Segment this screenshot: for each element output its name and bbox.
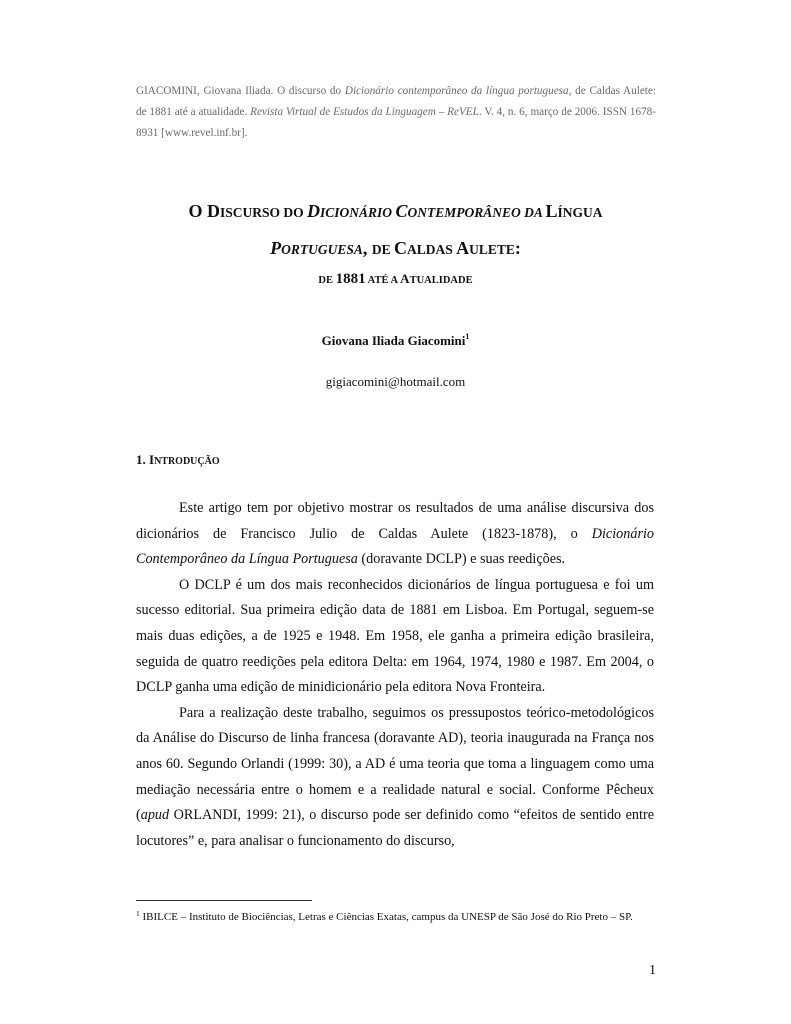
section-number: 1. <box>136 452 149 467</box>
citation-header <box>136 81 656 144</box>
paragraph-2: O DCLP é um dos mais reconhecidos dicionários de língua portuguesa e foi um sucesso editorial. Sua primeira edição data de 1881 em Lisboa. Em Portugal, seguem-se mais duas edições, a de 1925 e 1948. Em 1958, ele ganha a primeira edição brasileira, seguida de quatro reedições pela editora Delta: em 1964, 1974, 1980 e 1987. Em 2004, o DCLP ganha uma edição de minidicionário pela editora Nova Fronteira. <box>136 576 654 696</box>
subtitle-year: 1881 <box>335 271 366 287</box>
paragraph-1 <box>136 496 654 573</box>
title-punct: , <box>362 238 372 258</box>
paragraph-text: Este artigo tem por objetivo mostrar os resultados de uma análise discursiva dos dicionários de Francisco Julio de Caldas Aulete (1823-1878), o <box>136 500 654 542</box>
footnote-text: IBILCE – Instituto de Biociências, Letras e Ciências Exatas, campus da UNESP de São José do Rio Preto – SP. <box>139 911 633 923</box>
citation-text: O discurso do <box>273 85 345 97</box>
footnote-mark: 1 <box>136 909 140 918</box>
section-smallcaps: NTRODUÇÃO <box>154 456 220 467</box>
title-cap: A <box>456 238 470 258</box>
title-cap: C <box>393 238 407 258</box>
author-email: gigiacomini@hotmail.com <box>325 374 466 389</box>
title-smallcaps: ICIONÁRIO <box>320 205 396 220</box>
paragraph-text: (doravante DCLP) e suas reedições. <box>357 551 566 568</box>
title-smallcaps: ORTUGUESA <box>281 242 363 257</box>
subtitle-smallcaps: DE <box>318 275 336 286</box>
title-smallcaps: ULETE <box>469 242 515 257</box>
section-heading <box>136 451 220 471</box>
citation-text: , de Caldas Aulete: de 1881 até a atualidade. <box>136 85 656 118</box>
body-text <box>136 496 654 854</box>
title-cap: P <box>270 238 282 258</box>
author-name-text: Giovana Iliada Giacomini <box>321 333 466 348</box>
paragraph-3 <box>136 701 654 855</box>
title-smallcaps: ALDAS <box>406 242 457 257</box>
title-cap: L <box>545 201 558 221</box>
page-number: 1 <box>649 963 656 978</box>
title-cap: D <box>207 201 220 221</box>
footnote-divider <box>136 900 312 901</box>
title-word: O <box>188 201 203 221</box>
title-line-3 <box>100 268 691 292</box>
footnote <box>136 906 654 925</box>
title-smallcaps: ÍNGUA <box>557 205 603 220</box>
paragraph-text: ORLANDI, 1999: 21), o discurso pode ser definido como “efeitos de sentido entre locutores” e, para analisar o funcionamento do discurso, <box>136 807 654 849</box>
title-line-1 <box>100 196 691 228</box>
author-name <box>100 328 691 350</box>
title-punct: : <box>514 238 521 258</box>
citation-author: GIACOMINI, Giovana Iliada. <box>136 85 274 97</box>
title-line-2 <box>100 233 691 265</box>
title-smallcaps: ONTEMPORÂNEO DA <box>407 205 546 220</box>
paragraph-italic: apud <box>140 807 170 824</box>
paragraph-italic: Dicionário Contemporâneo da Língua Portuguesa <box>136 525 654 568</box>
title-cap: D <box>307 201 321 221</box>
paragraph-text: Para a realização deste trabalho, seguimos os pressupostos teórico-metodológicos da Análise do Discurso de linha francesa (doravante AD), teoria inaugurada na França nos anos 60. Segundo Orlandi (1999: 30), a AD é uma teoria que toma a linguagem como uma mediação necessária entre o homem e a realidade natural e social. Conforme Pêcheux ( <box>136 704 654 824</box>
section-cap: I <box>149 452 155 467</box>
citation-text: . V. 4, n. 6, março de 2006. ISSN 1678-8931 [www.revel.inf.br]. <box>136 106 656 139</box>
footnote-ref: 1 <box>465 332 470 341</box>
subtitle-smallcaps: ATÉ A <box>365 275 401 286</box>
title-smallcaps: DE <box>371 242 394 257</box>
subtitle-cap: A <box>400 271 410 286</box>
title-smallcaps: ISCURSO DO <box>220 205 308 220</box>
citation-journal: Revista Virtual de Estudos da Linguagem – ReVEL <box>250 106 479 118</box>
citation-dictionary-title: Dicionário contemporâneo da língua portuguesa <box>344 85 569 97</box>
subtitle-smallcaps: TUALIDADE <box>409 275 473 286</box>
title-cap: C <box>395 201 408 221</box>
